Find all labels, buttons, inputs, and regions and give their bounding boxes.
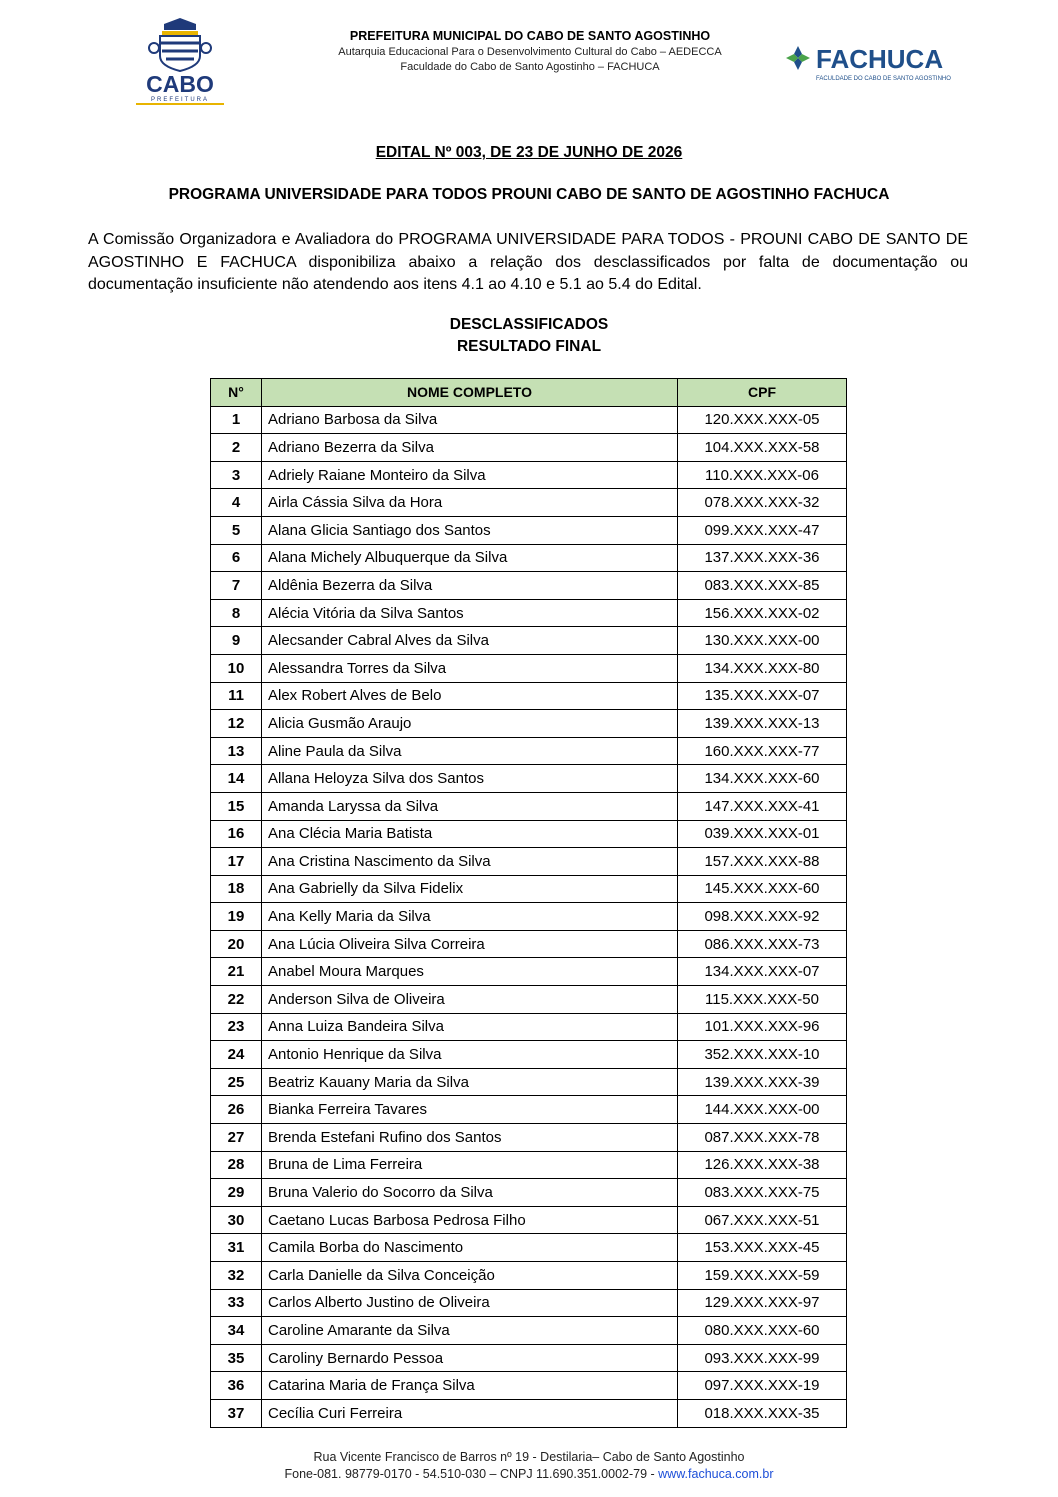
cell-num: 20 [211,930,262,958]
table-row [211,1041,847,1069]
cell-num: 19 [211,903,262,931]
cell-num: 31 [211,1234,262,1262]
cell-num: 22 [211,986,262,1014]
cell-cpf: 160.XXX.XXX-77 [678,737,847,765]
cell-cpf: 080.XXX.XXX-60 [678,1317,847,1345]
cell-name: Anderson Silva de Oliveira [262,986,678,1014]
cell-name: Alana Glicia Santiago dos Santos [262,516,678,544]
table-row [211,958,847,986]
table-row [211,1068,847,1096]
cell-name: Ana Cristina Nascimento da Silva [262,848,678,876]
header-num: N° [211,379,262,407]
cell-cpf: 093.XXX.XXX-99 [678,1344,847,1372]
cabo-logo-sub: PREFEITURA [150,97,210,103]
cell-cpf: 145.XXX.XXX-60 [678,875,847,903]
table-row [211,434,847,462]
cell-name: Bruna Valerio do Socorro da Silva [262,1179,678,1207]
page-footer [0,1449,1058,1483]
cell-name: Camila Borba do Nascimento [262,1234,678,1262]
header-line-1: PREFEITURA MUNICIPAL DO CABO DE SANTO AGOSTINHO [349,29,711,43]
cell-cpf: 159.XXX.XXX-59 [678,1262,847,1290]
intro-paragraph: A Comissão Organizadora e Avaliadora do PROGRAMA UNIVERSIDADE PARA TODOS - PROUNI CABO DE SANTO DE AGOSTINHO E FACHUCA disponibiliza abaixo a relação dos desclassificados por falta de documentação ou documentação insuficiente não atendendo aos itens 4.1 ao 4.10 e 5.1 ao 5.4 do Edital. [88,231,968,293]
cell-name: Catarina Maria de França Silva [262,1372,678,1400]
table-row [211,489,847,517]
cell-name: Alessandra Torres da Silva [262,654,678,682]
table-row [211,903,847,931]
edital-title: EDITAL Nº 003, DE 23 DE JUNHO DE 2026 [375,144,683,161]
cell-num: 13 [211,737,262,765]
table-row [211,1344,847,1372]
cell-cpf: 120.XXX.XXX-05 [678,406,847,434]
cell-num: 6 [211,544,262,572]
cell-name: Caroline Amarante da Silva [262,1317,678,1345]
cell-num: 7 [211,572,262,600]
table-row [211,1013,847,1041]
cell-num: 12 [211,710,262,738]
cell-name: Beatriz Kauany Maria da Silva [262,1068,678,1096]
table-row [211,765,847,793]
cell-cpf: 097.XXX.XXX-19 [678,1372,847,1400]
page-header [0,0,1058,120]
cell-cpf: 099.XXX.XXX-47 [678,516,847,544]
table-row [211,461,847,489]
cell-name: Amanda Laryssa da Silva [262,792,678,820]
cell-name: Bruna de Lima Ferreira [262,1151,678,1179]
table-header-row [211,379,847,407]
cell-num: 15 [211,792,262,820]
cell-name: Ana Gabrielly da Silva Fidelix [262,875,678,903]
cell-name: Ana Lúcia Oliveira Silva Correira [262,930,678,958]
section-subtitle: RESULTADO FINAL [456,338,602,355]
table-row [211,848,847,876]
cell-name: Caroliny Bernardo Pessoa [262,1344,678,1372]
fachuca-logo-sub: FACULDADE DO CABO DE SANTO AGOSTINHO [816,76,951,82]
cell-num: 14 [211,765,262,793]
cell-cpf: 139.XXX.XXX-13 [678,710,847,738]
table-row [211,1124,847,1152]
table-row [211,737,847,765]
cell-cpf: 147.XXX.XXX-41 [678,792,847,820]
footer-website-link[interactable]: www.fachuca.com.br [658,1467,774,1481]
table-row [211,1372,847,1400]
cell-name: Anna Luiza Bandeira Silva [262,1013,678,1041]
cell-num: 35 [211,1344,262,1372]
cell-num: 18 [211,875,262,903]
cell-name: Allana Heloyza Silva dos Santos [262,765,678,793]
cell-num: 30 [211,1206,262,1234]
table-row [211,599,847,627]
cell-num: 5 [211,516,262,544]
cell-num: 23 [211,1013,262,1041]
cell-num: 37 [211,1399,262,1427]
cell-cpf: 130.XXX.XXX-00 [678,627,847,655]
table-row [211,930,847,958]
cell-cpf: 129.XXX.XXX-97 [678,1289,847,1317]
cell-num: 10 [211,654,262,682]
cell-cpf: 134.XXX.XXX-60 [678,765,847,793]
cell-cpf: 110.XXX.XXX-06 [678,461,847,489]
cell-name: Alécia Vitória da Silva Santos [262,599,678,627]
cell-num: 25 [211,1068,262,1096]
table-row [211,792,847,820]
cell-cpf: 137.XXX.XXX-36 [678,544,847,572]
table-row [211,1206,847,1234]
cell-name: Caetano Lucas Barbosa Pedrosa Filho [262,1206,678,1234]
cell-cpf: 134.XXX.XXX-80 [678,654,847,682]
cell-cpf: 083.XXX.XXX-75 [678,1179,847,1207]
table-row [211,1399,847,1427]
cell-name: Antonio Henrique da Silva [262,1041,678,1069]
table-row [211,710,847,738]
cell-num: 32 [211,1262,262,1290]
fachuca-logo-word: FACHUCA [816,44,944,74]
cell-cpf: 134.XXX.XXX-07 [678,958,847,986]
cell-name: Ana Kelly Maria da Silva [262,903,678,931]
cell-cpf: 078.XXX.XXX-32 [678,489,847,517]
cell-name: Adriely Raiane Monteiro da Silva [262,461,678,489]
cell-cpf: 086.XXX.XXX-73 [678,930,847,958]
cell-cpf: 098.XXX.XXX-92 [678,903,847,931]
cell-cpf: 018.XXX.XXX-35 [678,1399,847,1427]
cell-num: 3 [211,461,262,489]
cell-cpf: 067.XXX.XXX-51 [678,1206,847,1234]
cell-num: 34 [211,1317,262,1345]
cell-cpf: 144.XXX.XXX-00 [678,1096,847,1124]
cell-name: Ana Clécia Maria Batista [262,820,678,848]
cell-num: 33 [211,1289,262,1317]
table-body [211,406,847,1427]
section-title: DESCLASSIFICADOS [449,316,609,333]
table-row [211,1179,847,1207]
header-name: NOME COMPLETO [262,379,678,407]
cell-num: 2 [211,434,262,462]
table-row [211,1151,847,1179]
cell-name: Aldênia Bezerra da Silva [262,572,678,600]
table-row [211,1234,847,1262]
cell-num: 28 [211,1151,262,1179]
cell-cpf: 087.XXX.XXX-78 [678,1124,847,1152]
cell-name: Adriano Bezerra da Silva [262,434,678,462]
header-cpf: CPF [678,379,847,407]
table-row [211,572,847,600]
cell-cpf: 156.XXX.XXX-02 [678,599,847,627]
footer-address: Rua Vicente Francisco de Barros nº 19 - Destilaria– Cabo de Santo Agostinho [313,1450,745,1464]
cell-cpf: 139.XXX.XXX-39 [678,1068,847,1096]
header-line-3: Faculdade do Cabo de Santo Agostinho – FACHUCA [400,61,660,73]
cell-num: 17 [211,848,262,876]
cell-num: 9 [211,627,262,655]
cell-name: Carla Danielle da Silva Conceição [262,1262,678,1290]
fachuca-logo [780,40,960,90]
cell-num: 11 [211,682,262,710]
header-text [250,28,810,75]
cell-cpf: 083.XXX.XXX-85 [678,572,847,600]
table-row [211,654,847,682]
table-row [211,1262,847,1290]
cell-num: 27 [211,1124,262,1152]
cell-cpf: 104.XXX.XXX-58 [678,434,847,462]
program-title: PROGRAMA UNIVERSIDADE PARA TODOS PROUNI CABO DE SANTO DE AGOSTINHO FACHUCA [168,186,890,203]
cell-name: Cecília Curi Ferreira [262,1399,678,1427]
cell-num: 29 [211,1179,262,1207]
cell-cpf: 153.XXX.XXX-45 [678,1234,847,1262]
table-row [211,1096,847,1124]
table-row [211,516,847,544]
table-row [211,1289,847,1317]
cell-name: Alana Michely Albuquerque da Silva [262,544,678,572]
table-row [211,406,847,434]
cabo-prefeitura-logo [124,16,236,108]
cell-cpf: 135.XXX.XXX-07 [678,682,847,710]
cell-num: 1 [211,406,262,434]
header-line-2: Autarquia Educacional Para o Desenvolvimento Cultural do Cabo – AEDECCA [338,46,722,58]
footer-contact-text: Fone-081. 98779-0170 - 54.510-030 – CNPJ 11.690.351.0002-79 - [284,1467,659,1481]
cell-cpf: 157.XXX.XXX-88 [678,848,847,876]
table-row [211,682,847,710]
cell-num: 21 [211,958,262,986]
table-row [211,1317,847,1345]
cell-cpf: 039.XXX.XXX-01 [678,820,847,848]
cell-num: 8 [211,599,262,627]
cell-name: Adriano Barbosa da Silva [262,406,678,434]
disqualified-table [210,378,847,1428]
cell-num: 4 [211,489,262,517]
cell-name: Aline Paula da Silva [262,737,678,765]
cell-name: Alex Robert Alves de Belo [262,682,678,710]
cell-name: Carlos Alberto Justino de Oliveira [262,1289,678,1317]
cabo-logo-word: CABO [146,71,214,97]
cell-cpf: 352.XXX.XXX-10 [678,1041,847,1069]
table-row [211,875,847,903]
cell-name: Bianka Ferreira Tavares [262,1096,678,1124]
table-row [211,627,847,655]
cell-num: 36 [211,1372,262,1400]
cell-num: 24 [211,1041,262,1069]
cell-name: Airla Cássia Silva da Hora [262,489,678,517]
cell-name: Anabel Moura Marques [262,958,678,986]
cell-cpf: 115.XXX.XXX-50 [678,986,847,1014]
cell-name: Brenda Estefani Rufino dos Santos [262,1124,678,1152]
cell-num: 26 [211,1096,262,1124]
table-row [211,544,847,572]
cell-cpf: 126.XXX.XXX-38 [678,1151,847,1179]
footer-contact [0,1466,1058,1483]
cell-num: 16 [211,820,262,848]
cell-name: Alicia Gusmão Araujo [262,710,678,738]
table-row [211,820,847,848]
cell-name: Alecsander Cabral Alves da Silva [262,627,678,655]
table-row [211,986,847,1014]
cell-cpf: 101.XXX.XXX-96 [678,1013,847,1041]
